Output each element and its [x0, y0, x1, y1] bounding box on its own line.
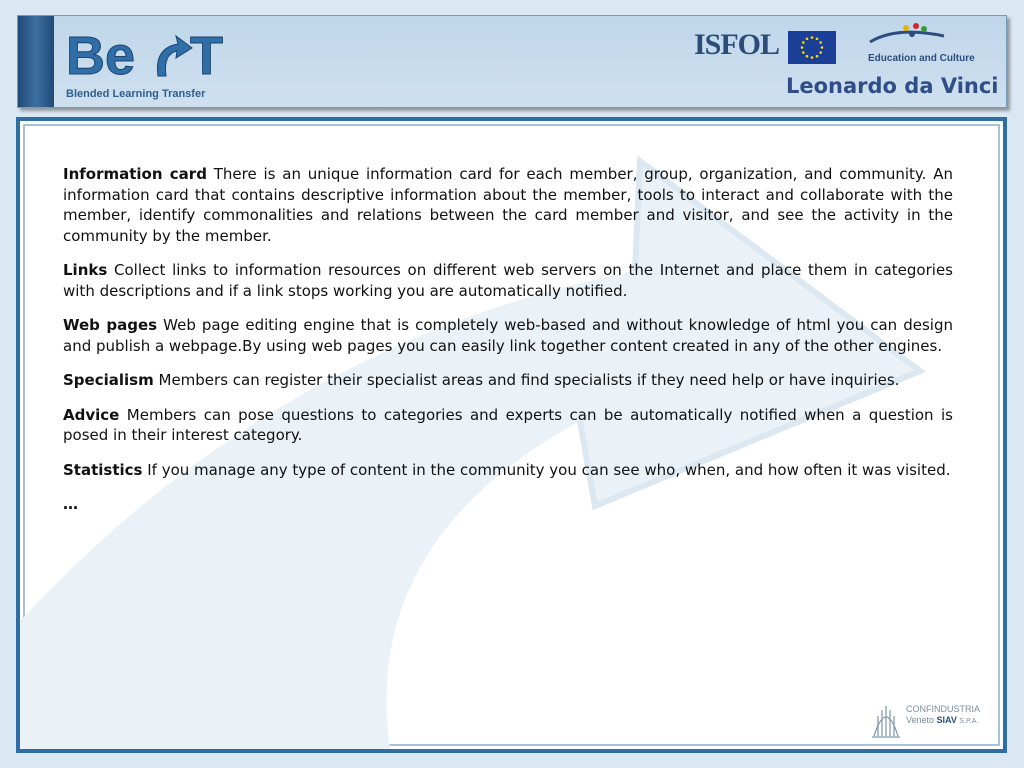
header-accent-strip — [18, 16, 54, 107]
term-label: Information card — [63, 165, 207, 183]
term-label: Specialism — [63, 371, 154, 389]
paragraph-specialism — [63, 370, 953, 391]
paragraph-information-card — [63, 164, 953, 246]
term-description: Members can register their specialist areas and find specialists if they need help or have inquiries. — [158, 371, 900, 389]
term-label: Advice — [63, 405, 120, 424]
term-description: There is an unique information card for each member, group, organization, and community. An information card that contains descriptive information about the member, tools to interact and collaborate with the member, identify commonalities and relations between the card member and visitor, and see the activity in the community by the member. — [63, 165, 953, 245]
education-culture-label: Education and Culture — [868, 53, 975, 64]
content-frame — [16, 117, 1007, 753]
confindustria-label: CONFINDUSTRIA — [906, 704, 980, 714]
term-label: Web pages — [63, 316, 158, 334]
paragraph-links — [63, 260, 953, 301]
education-culture-icon — [866, 22, 948, 46]
term-description: Web page editing engine that is completely web-based and without knowledge of html you can design and publish a webpage.By using web pages you can easily link together content created in any of the other engines. — [63, 316, 953, 355]
term-description: Members can pose questions to categories and experts can be automatically notified when a question is posed in their interest category. — [63, 405, 953, 444]
term-label: Statistics — [63, 460, 143, 479]
spa-label: S.P.A. — [959, 718, 979, 725]
term-label: Links — [63, 261, 108, 279]
eu-flag-icon — [788, 31, 836, 64]
svg-text:T: T — [190, 26, 223, 86]
term-description: If you manage any type of content in the community you can see who, when, and how often it was visited. — [147, 460, 951, 479]
leonardo-da-vinci-label: Leonardo da Vinci — [786, 74, 999, 98]
svg-text:Be: Be — [66, 26, 136, 86]
veneto-label: Veneto — [906, 715, 935, 725]
paragraph-statistics — [63, 460, 953, 481]
term-description: Collect links to information resources on different web servers on the Internet and place them in categories with descriptions and if a link stops working you are automatically notified. — [63, 261, 953, 300]
ellipsis-more: … — [63, 495, 78, 513]
veneto-siav-label — [906, 715, 980, 727]
confindustria-text — [906, 704, 980, 727]
paragraph-web-pages — [63, 315, 953, 356]
paragraph-advice — [63, 405, 953, 446]
isfol-logo: ISFOL — [694, 28, 780, 61]
content-body — [63, 164, 953, 515]
header-banner — [17, 15, 1007, 108]
belt-subtitle: Blended Learning Transfer — [66, 88, 206, 100]
siav-label: SIAV — [936, 715, 957, 725]
